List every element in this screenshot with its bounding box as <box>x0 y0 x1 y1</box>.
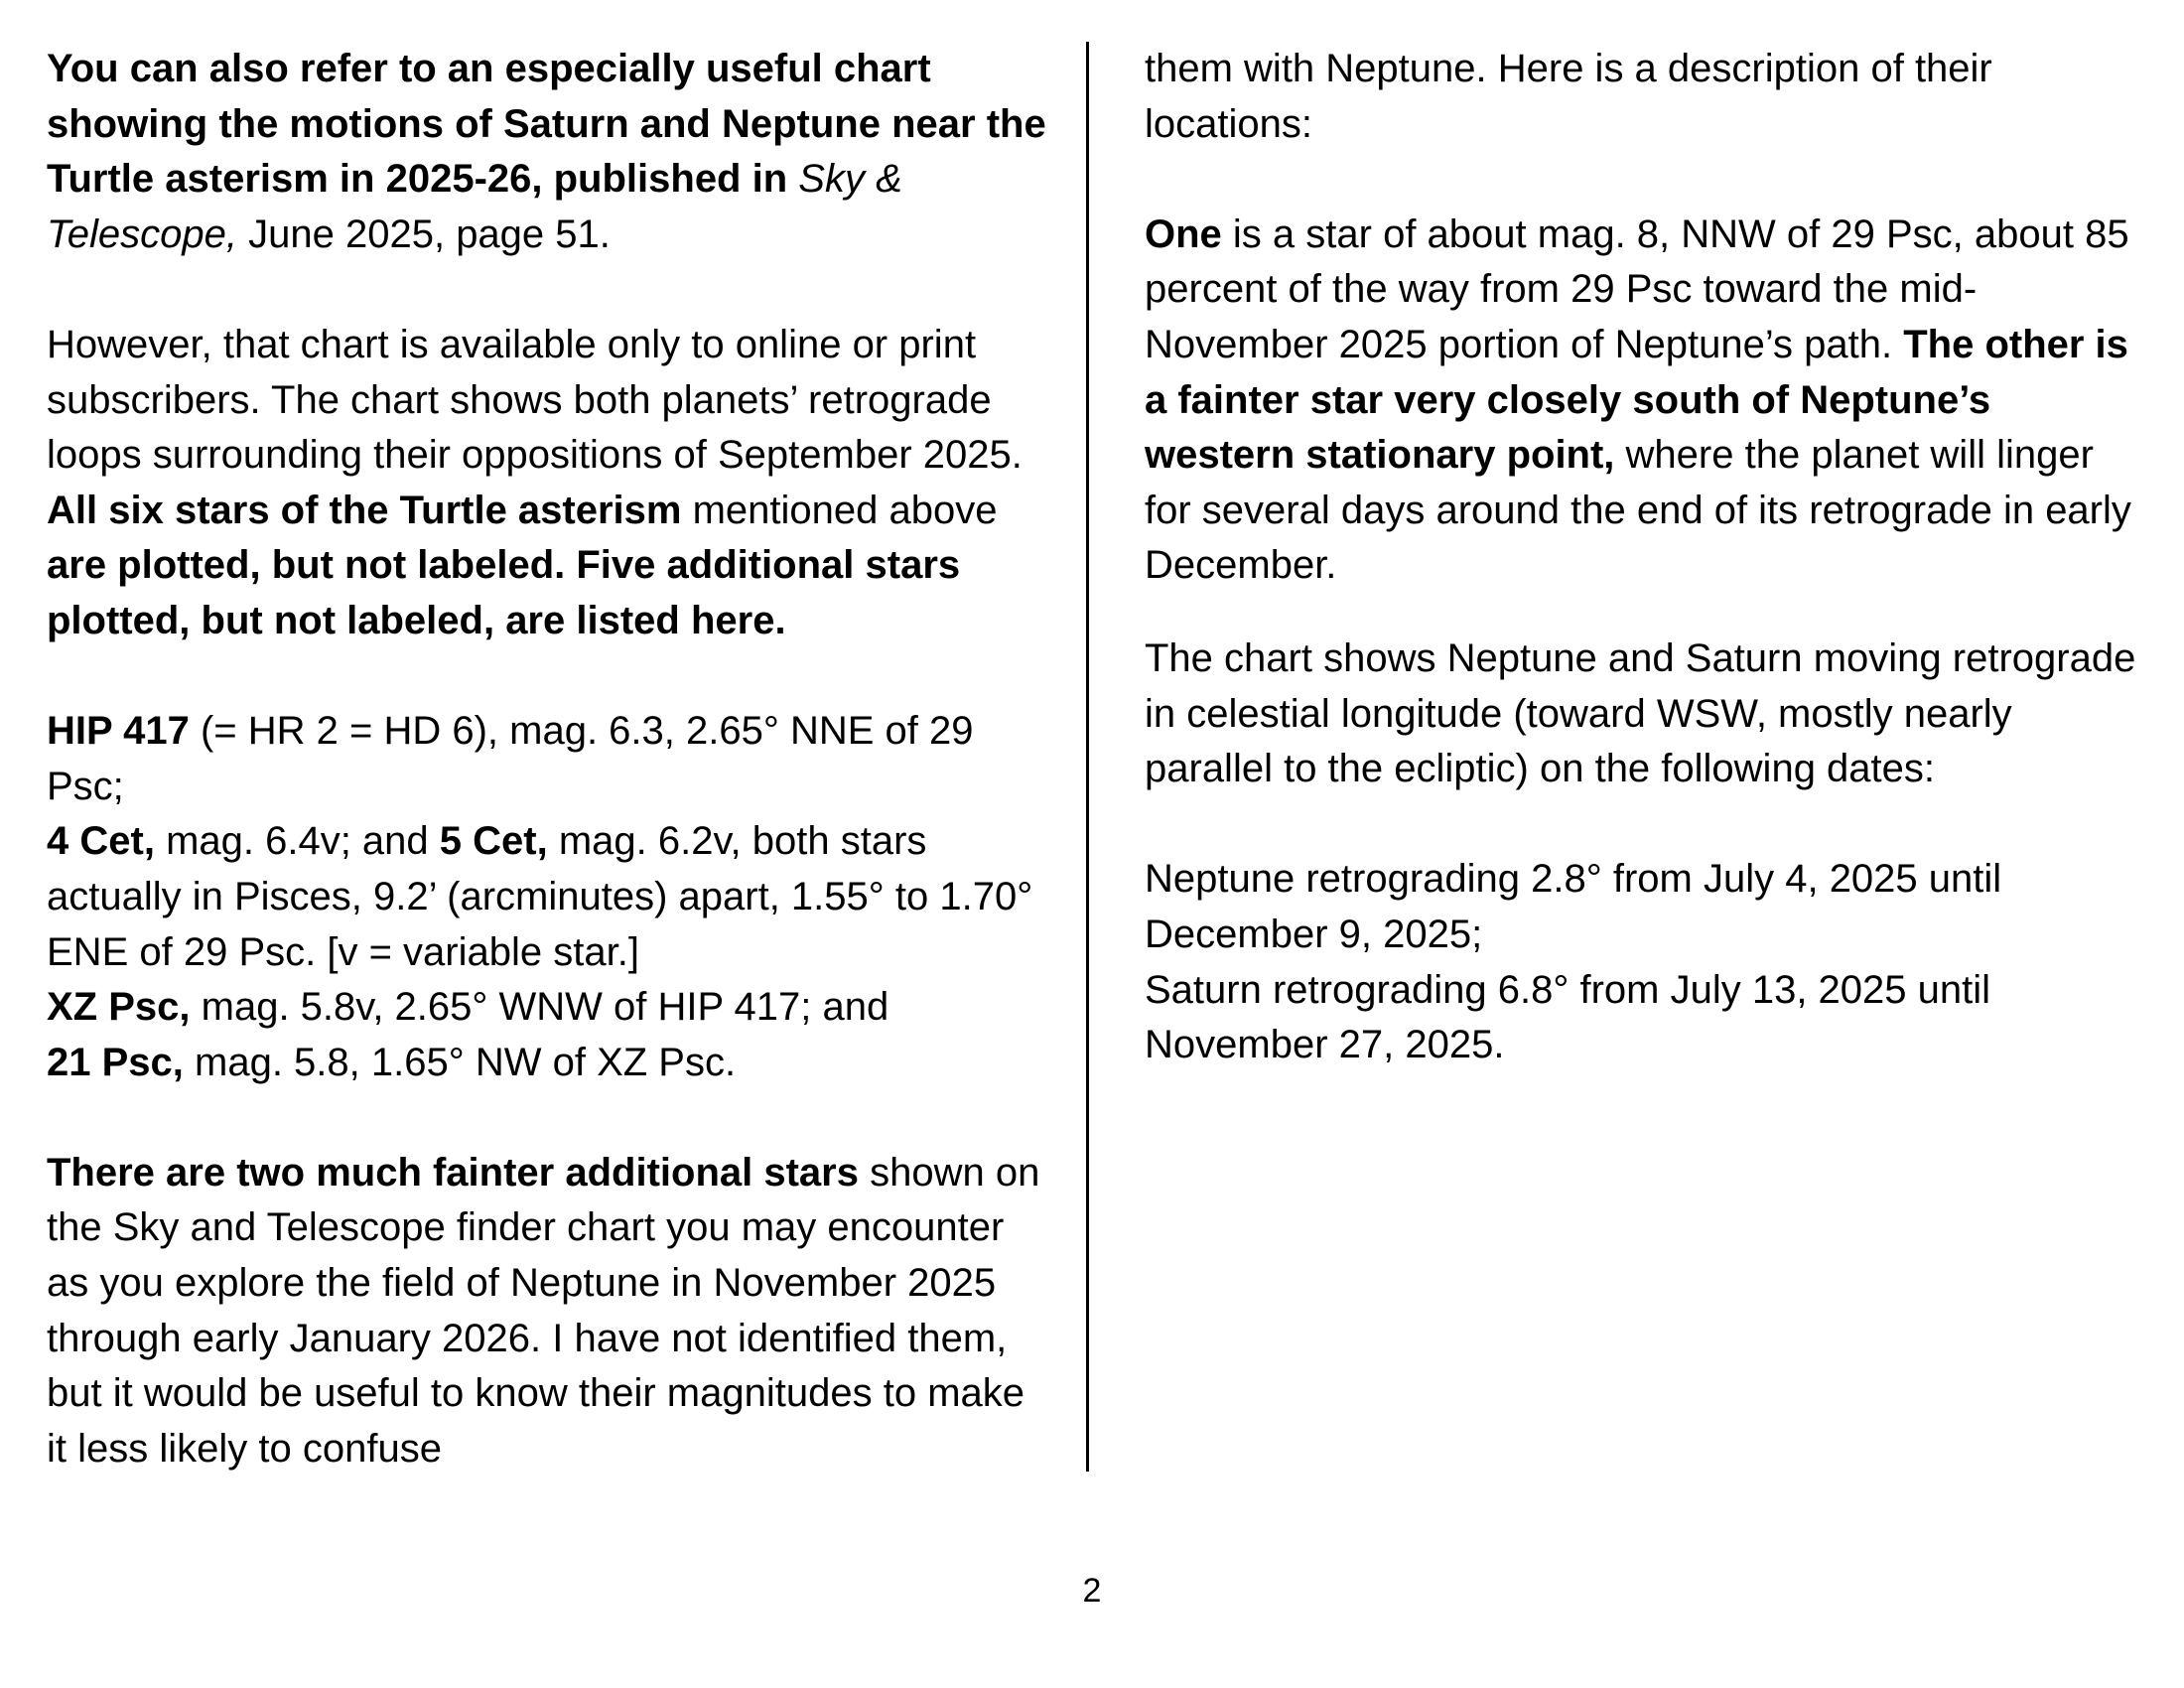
paragraph-retrograde-intro: The chart shows Neptune and Saturn moving retrograde in celestial longitude (toward WSW, mostly nearly parallel to the ecliptic) on the following dates: <box>1145 635 2136 791</box>
right-column <box>1145 42 2147 1073</box>
star-name-xzpsc: XZ Psc, <box>47 985 191 1030</box>
star-entry-hip417 <box>47 704 1049 814</box>
plotted-not-labeled-bold: are plotted, but not labeled. Five additional stars plotted, but not labeled, are listed here. <box>47 543 961 642</box>
star-one-bold: One <box>1145 211 1222 256</box>
star-info-5cet: mag. 6.2v, both stars actually in Pisces, 9.2’ (arcminutes) apart, 1.55° to 1.70° ENE of 29 Psc. [v = variable star.] <box>47 819 1033 974</box>
turtle-asterism-bold: All six stars of the Turtle asterism <box>47 488 682 532</box>
page-number: 2 <box>1082 1572 1102 1610</box>
star-other-bold: The other is a fainter star very closely south of Neptune’s western stationary point, <box>1145 322 2128 478</box>
fainter-stars-text: shown on the Sky and Telescope finder chart you may encounter as you explore the field of Neptune in November 2025 through early January 2026. I have not identified them, but it would be useful to know their magnitudes to make it less likely to confuse <box>47 1150 1040 1471</box>
star-info-xzpsc: mag. 5.8v, 2.65° WNW of HIP 417; and <box>201 985 889 1030</box>
star-name-5cet: 5 Cet, <box>439 819 548 864</box>
left-column <box>47 42 1049 1477</box>
saturn-retrograde-dates: Saturn retrograding 6.8° from July 13, 2025 until November 27, 2025. <box>1145 967 1991 1067</box>
star-entry-xzpsc <box>47 980 1049 1036</box>
star-name-4cet: 4 Cet, <box>47 819 155 864</box>
mentioned-above-text: mentioned above <box>692 488 998 532</box>
star-entry-cet <box>47 814 1049 980</box>
star-info-4cet: mag. 6.4v; and <box>166 819 429 864</box>
publication-title: Sky & Telescope, <box>47 157 902 256</box>
chart-reference-bold: You can also refer to an especially useful chart showing the motions of Saturn and Neptune near the Turtle asterism in 2025-26, published in <box>47 47 1046 202</box>
fainter-stars-bold: There are two much fainter additional stars <box>47 1150 859 1195</box>
star-info-hip417: (= HR 2 = HD 6), mag. 6.3, 2.65° NNE of 29 Psc; <box>47 709 974 808</box>
star-one-text: is a star of about mag. 8, NNW of 29 Psc, about 85 percent of the way from 29 Psc toward the mid-November 2025 portion of Neptune’s path. <box>1145 211 2129 366</box>
paragraph-star-locations <box>1145 208 2147 594</box>
star-name-21psc: 21 Psc, <box>47 1040 184 1084</box>
paragraph-chart-reference <box>47 42 1049 262</box>
column-divider <box>1086 42 1089 1472</box>
star-other-text: where the planet will linger for several days around the end of its retrograde in early December. <box>1145 433 2131 588</box>
subscribers-text: However, that chart is available only to online or print subscribers. The chart shows both planets’ retrograde loops surrounding their oppositions of September 2025. <box>47 322 1023 478</box>
paragraph-subscribers <box>47 318 1049 649</box>
publication-date: June 2025, page 51. <box>248 211 611 256</box>
star-info-21psc: mag. 5.8, 1.65° NW of XZ Psc. <box>195 1040 737 1084</box>
star-entry-21psc <box>47 1036 1049 1091</box>
paragraph-fainter-stars <box>47 1146 1049 1477</box>
star-name-hip417: HIP 417 <box>47 709 190 754</box>
neptune-retrograde-dates: Neptune retrograding 2.8° from July 4, 2025 until December 9, 2025; <box>1145 857 2002 956</box>
paragraph-continuation: them with Neptune. Here is a description of their locations: <box>1145 47 1992 146</box>
